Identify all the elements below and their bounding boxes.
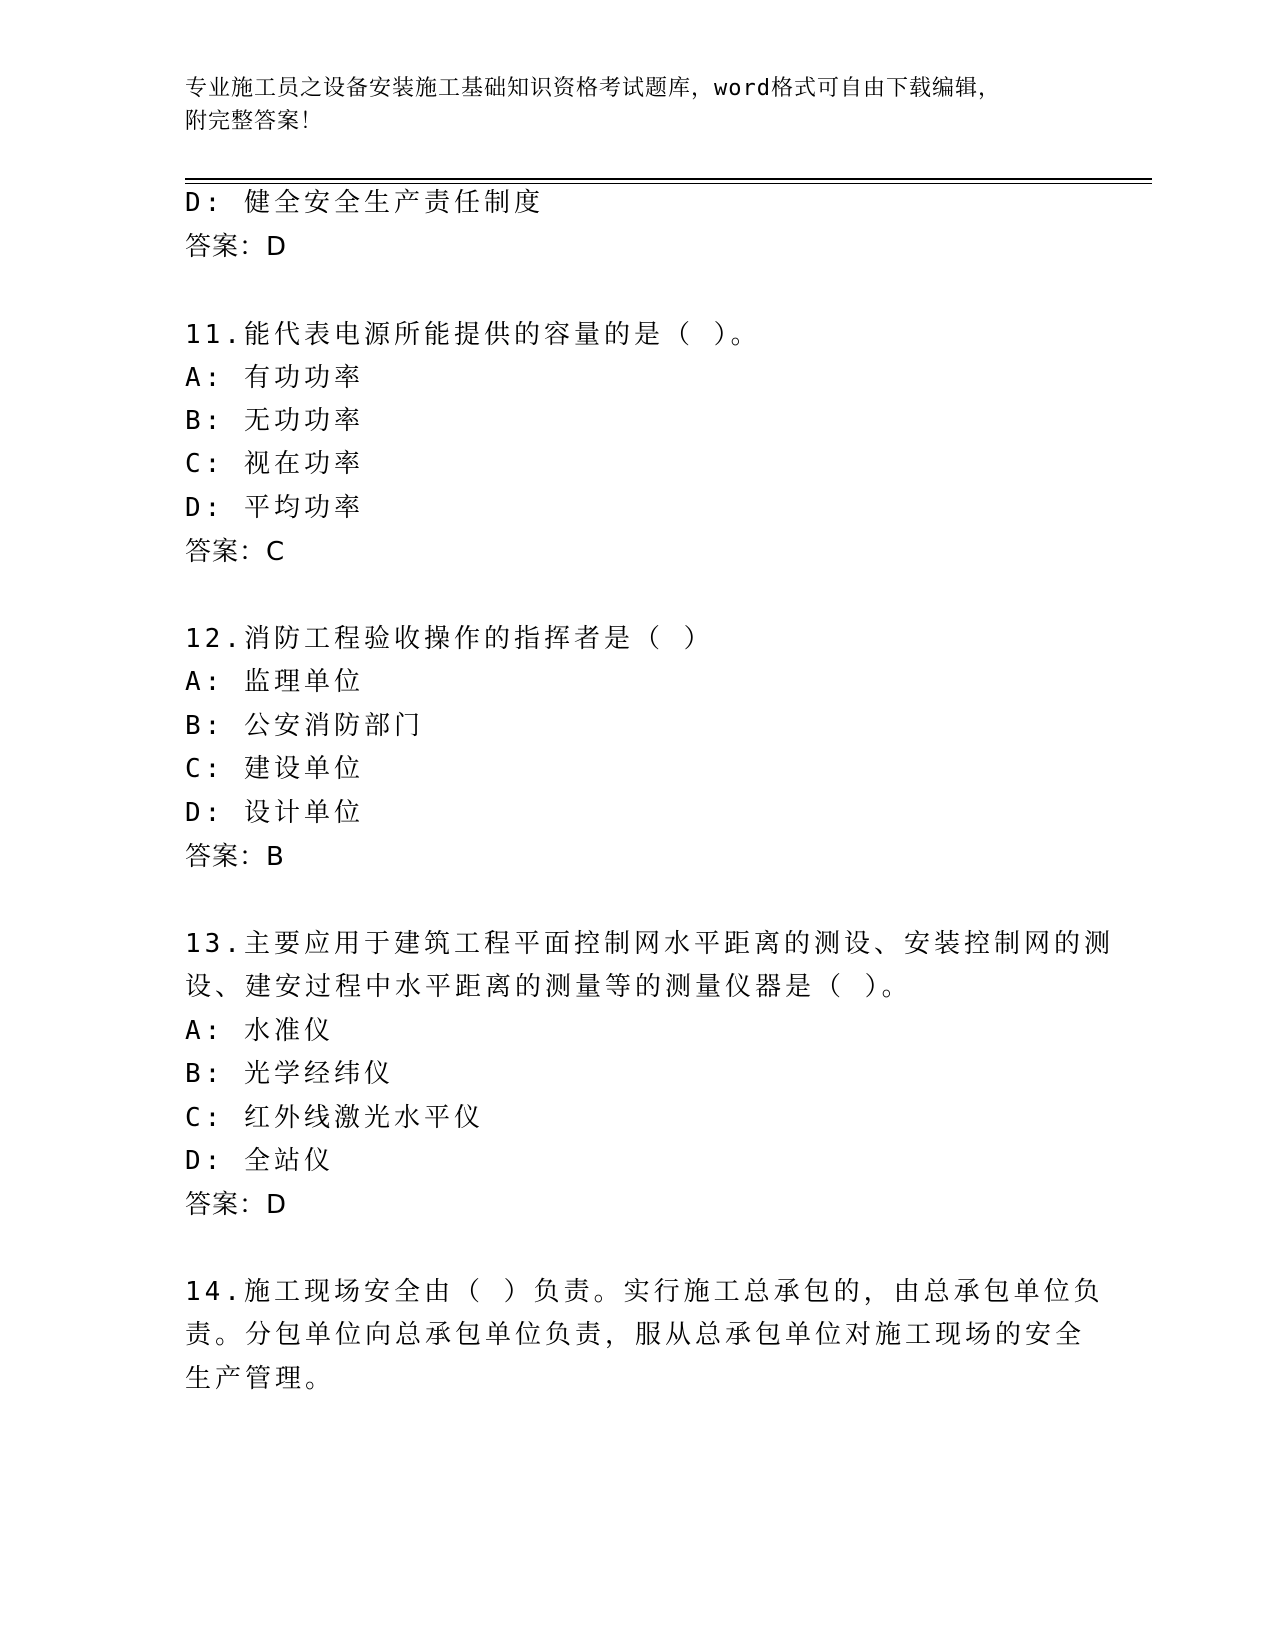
question-11-stem: 11.能代表电源所能提供的容量的是（ ）。 [185,320,761,350]
question-11-option-d: D: 平均功率 [185,493,364,523]
document-header [185,72,1085,138]
question-12-option-a: A: 监理单位 [185,667,364,697]
header-divider-thin [185,183,1152,184]
question-11-option-b: B: 无功功率 [185,406,364,436]
prev-option-d: D: 健全安全生产责任制度 [185,188,544,218]
question-14-stem-line-3: 生产管理。 [185,1364,336,1394]
question-13-stem-line-2: 设、建安过程中水平距离的测量等的测量仪器是（ ）。 [185,972,912,1002]
question-12-option-d: D: 设计单位 [185,798,364,828]
question-11-option-c: C: 视在功率 [185,449,364,479]
question-14-stem-line-2: 责。分包单位向总承包单位负责，服从总承包单位对施工现场的安全 [185,1320,1086,1350]
question-14-stem-line-1: 14.施工现场安全由（ ）负责。实行施工总承包的，由总承包单位负 [185,1277,1104,1307]
prev-answer: 答案：D [185,232,288,262]
question-13-option-b: B: 光学经纬仪 [185,1059,394,1089]
question-13-answer: 答案：D [185,1190,288,1220]
question-12-option-b: B: 公安消防部门 [185,711,424,741]
header-divider-thick [185,178,1152,180]
header-line-2: 附完整答案！ [185,109,324,134]
header-line-1: 专业施工员之设备安装施工基础知识资格考试题库，word格式可自由下载编辑， [185,76,1001,101]
question-13-stem-line-1: 13.主要应用于建筑工程平面控制网水平距离的测设、安装控制网的测 [185,929,1114,959]
question-12-stem: 12.消防工程验收操作的指挥者是（ ） [185,624,714,654]
question-13-option-d: D: 全站仪 [185,1146,334,1176]
question-11-option-a: A: 有功功率 [185,363,364,393]
question-13-option-c: C: 红外线激光水平仪 [185,1103,484,1133]
question-13-option-a: A: 水准仪 [185,1016,334,1046]
question-12-option-c: C: 建设单位 [185,754,364,784]
question-11-answer: 答案：C [185,537,286,567]
question-12-answer: 答案：B [185,842,285,872]
